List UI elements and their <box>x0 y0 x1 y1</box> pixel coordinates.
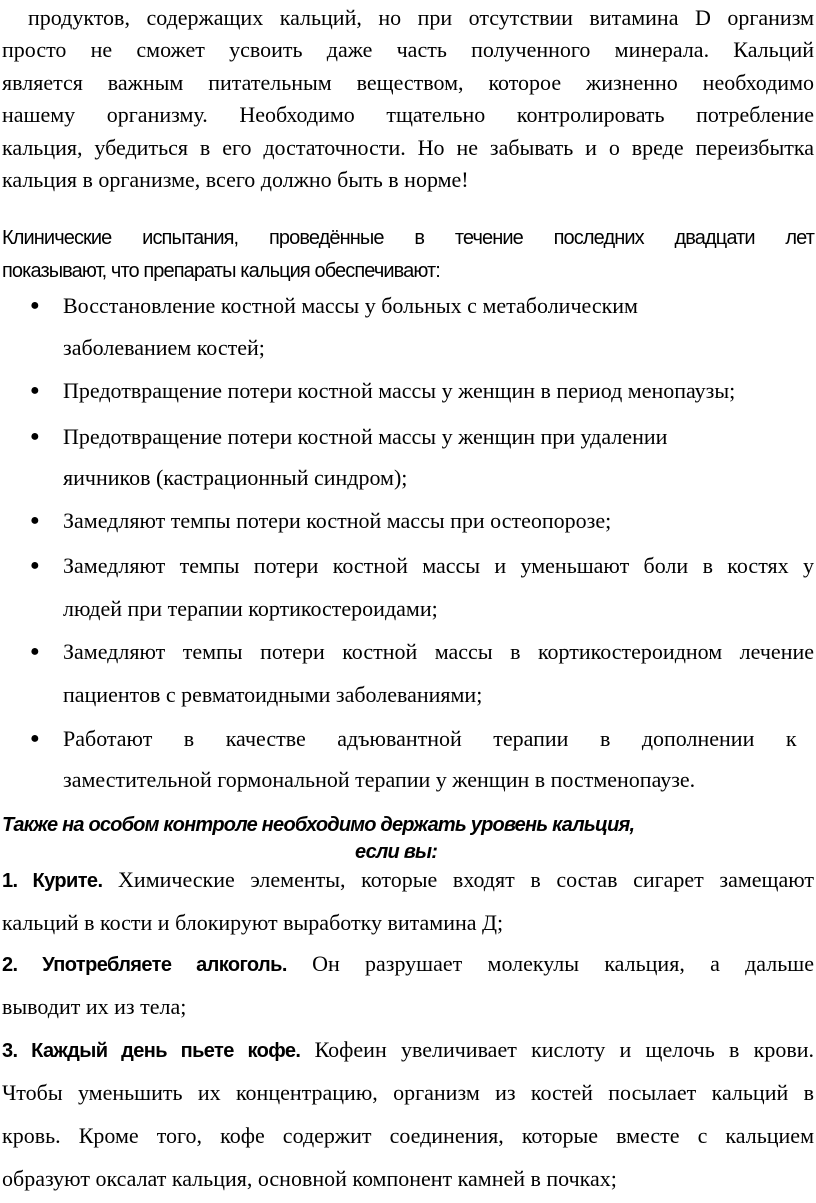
list-item: Замедляют темпы потери костной массы в кортикостероидном лечение <box>63 639 814 664</box>
text-line: показывают, что препараты кальция обеспечивают: <box>2 260 440 282</box>
list-item-cont: пациентов с ревматоидными заболеваниями; <box>63 682 483 707</box>
bullet-icon: ● <box>30 730 40 747</box>
text-line: кальция, убедиться в его достаточности. Но не забывать и о вреде переизбытка <box>2 135 814 160</box>
list-item: Предотвращение потери костной массы у женщин в период менопаузы; <box>63 378 736 403</box>
text-line <box>2 867 814 894</box>
item-title: 1. Курите. <box>2 870 103 892</box>
text-line: выводит их из тела; <box>2 994 187 1019</box>
item-title: 2. Употребляете алкоголь. <box>2 954 287 976</box>
text-line: нашему организму. Необходимо тщательно контролировать потребление <box>2 102 814 127</box>
text-line: Чтобы уменьшить их концентрацию, организм из костей посылает кальций в <box>2 1080 814 1105</box>
text-line: продуктов, содержащих кальций, но при отсутствии витамина D организм <box>28 5 814 30</box>
list-item: Замедляют темпы потери костной массы при остеопорозе; <box>63 508 612 533</box>
list-item-cont: людей при терапии кортикостероидами; <box>63 596 438 621</box>
text-line: образуют оксалат кальция, основной компонент камней в почках; <box>2 1166 617 1191</box>
list-item: Восстановление костной массы у больных с метаболическим <box>63 293 638 318</box>
list-item: Работают в качестве адъювантной терапии в дополнении к <box>63 726 797 751</box>
text-line <box>2 951 814 978</box>
item-text: Химические элементы, которые входят в состав сигарет замещают <box>118 867 814 892</box>
heading-line: Также на особом контроле необходимо держать уровень кальция, <box>2 814 635 836</box>
list-item-cont: яичников (кастрационный синдром); <box>63 465 408 490</box>
bullet-icon: ● <box>30 512 40 529</box>
item-title: 3. Каждый день пьете кофе. <box>2 1040 301 1062</box>
bullet-icon: ● <box>30 428 40 445</box>
list-item-cont: заместительной гормональной терапии у женщин в постменопаузе. <box>63 767 696 792</box>
bullet-icon: ● <box>30 643 40 660</box>
list-item: Замедляют темпы потери костной массы и уменьшают боли в костях у <box>63 553 814 578</box>
text-line: кровь. Кроме того, кофе содержит соединения, которые вместе с кальцием <box>2 1123 814 1148</box>
text-line: кальция в организме, всего должно быть в норме! <box>2 167 469 192</box>
text-line <box>2 1037 814 1064</box>
item-text: Он разрушает молекулы кальция, а дальше <box>312 951 814 976</box>
text-line: просто не сможет усвоить даже часть полученного минерала. Кальций <box>2 37 814 62</box>
item-text: Кофеин увеличивает кислоту и щелочь в крови. <box>314 1037 814 1062</box>
text-line: является важным питательным веществом, которое жизненно необходимо <box>2 70 814 95</box>
text-line: кальций в кости и блокируют выработку витамина Д; <box>2 910 504 935</box>
bullet-icon: ● <box>30 557 40 574</box>
list-item-cont: заболеванием костей; <box>63 335 265 360</box>
heading-line: если вы: <box>355 841 438 863</box>
bullet-icon: ● <box>30 382 40 399</box>
list-item: Предотвращение потери костной массы у женщин при удалении <box>63 424 668 449</box>
bullet-icon: ● <box>30 297 40 314</box>
text-line: Клинические испытания, проведённые в течение последних двадцати лет <box>2 227 814 249</box>
